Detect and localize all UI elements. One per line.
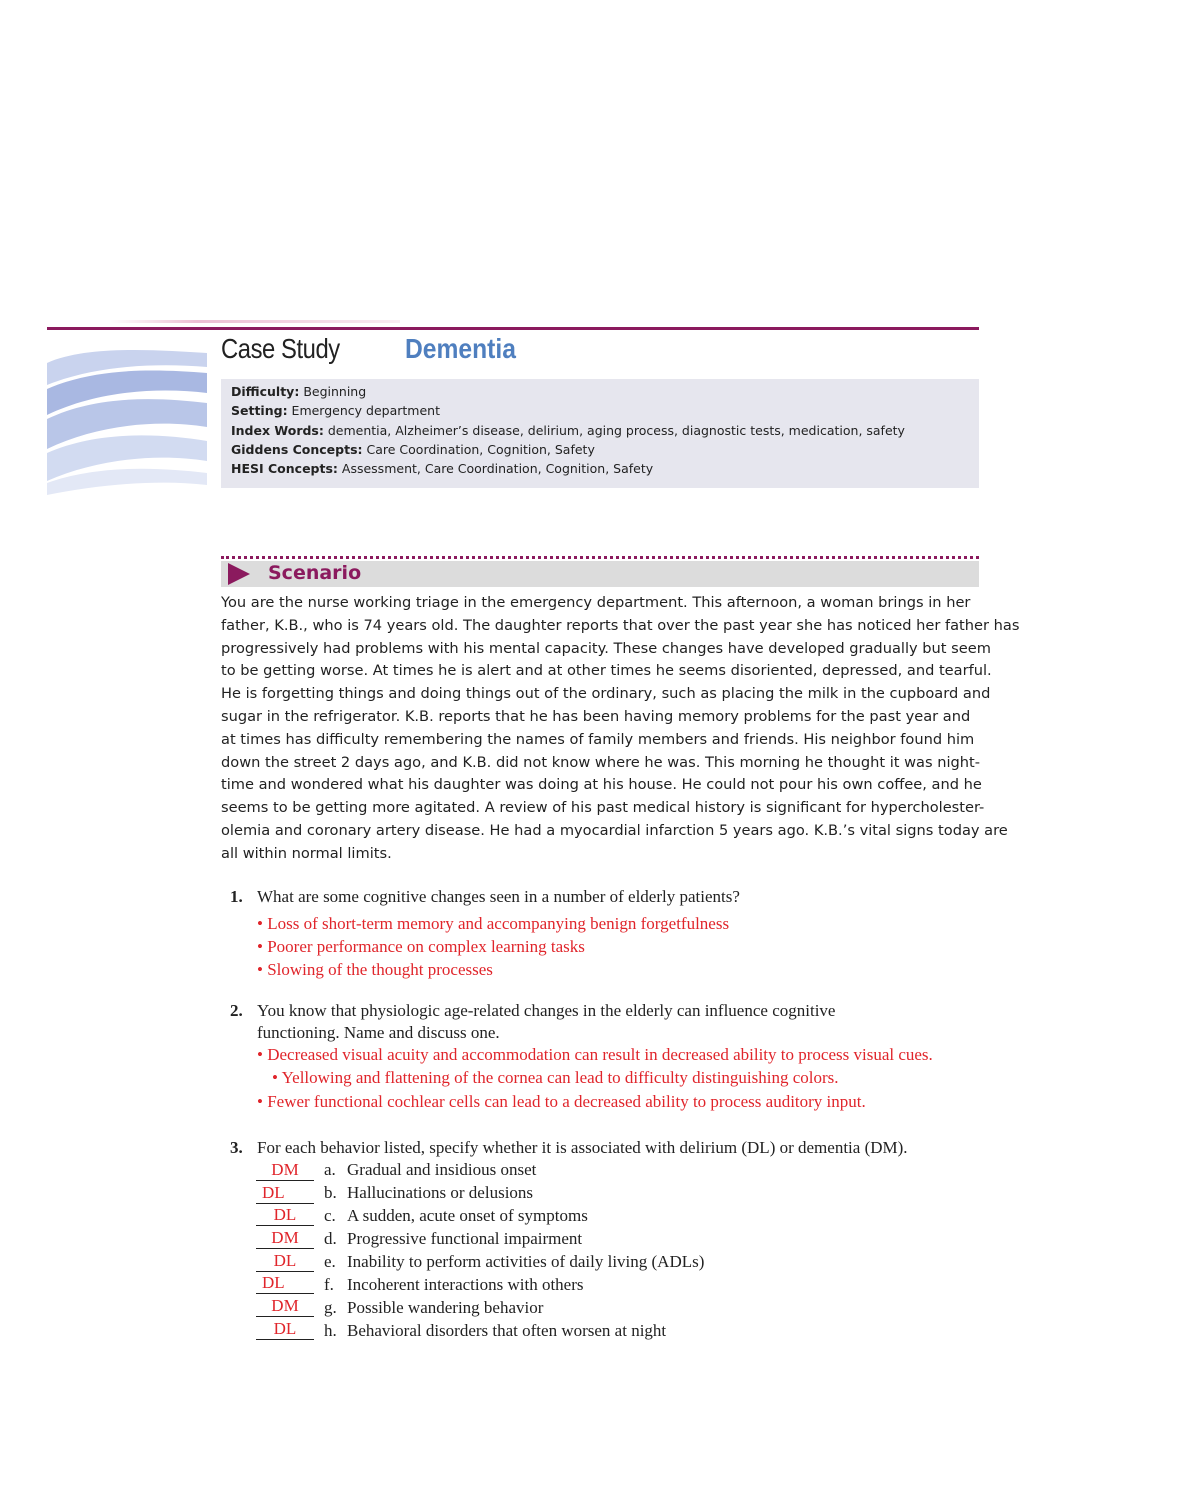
wave-graphic [47, 345, 207, 495]
q3-item-text: Inability to perform activities of daily living (ADLs) [347, 1252, 705, 1271]
meta-difficulty-value: Beginning [303, 384, 367, 399]
q2-number: 2. [230, 1001, 243, 1020]
q3-answer-blank[interactable]: DM [256, 1228, 314, 1249]
q3-item-text: Gradual and insidious onset [347, 1160, 537, 1179]
meta-index-words-value: dementia, Alzheimer’s disease, delirium, aging process, diagnostic tests, medication, safety [327, 423, 905, 438]
scenario-text [221, 592, 1020, 866]
scenario-line: down the street 2 days ago, and K.B. did not know where he was. This morning he thought it was night- [221, 753, 981, 771]
q3-item-letter: e. [324, 1252, 336, 1271]
meta-giddens-label: Giddens Concepts: [231, 442, 363, 457]
header-rule-shadow [110, 320, 400, 323]
q1-text: What are some cognitive changes seen in a number of elderly patients? [257, 887, 740, 906]
q1-number: 1. [230, 887, 243, 906]
meta-hesi-value: Assessment, Care Coordination, Cognition, Safety [341, 461, 654, 476]
q3-item-text: Hallucinations or delusions [347, 1183, 534, 1202]
header-rule [47, 327, 979, 330]
scenario-line: You are the nurse working triage in the emergency department. This afternoon, a woman brings in her [221, 594, 971, 611]
q3-item-letter: h. [324, 1321, 337, 1340]
scenario-title: Scenario [268, 562, 362, 584]
q3-answer-value: DL [262, 1183, 285, 1202]
q3-answer-value: DL [262, 1273, 285, 1292]
q3-item-text: Possible wandering behavior [347, 1298, 544, 1317]
scenario-line: sugar in the refrigerator. K.B. reports that he has been having memory problems for the past year and [221, 707, 971, 725]
scenario-line: father, K.B., who is 74 years old. The daughter reports that over the past year she has noticed her father has [221, 616, 1020, 634]
meta-hesi-label: HESI Concepts: [231, 461, 338, 476]
scenario-line: at times has difficulty remembering the names of family members and friends. His neighbor found him [221, 730, 975, 748]
q2-answer: • Yellowing and flattening of the cornea can lead to difficulty distinguishing colors. [272, 1068, 839, 1087]
meta-index-words [231, 421, 905, 440]
meta-hesi [231, 459, 653, 478]
case-study-label: Case Study [221, 333, 340, 364]
scenario-line: time and wondered what his daughter was doing at his house. He could not pour his own coffee, and he [221, 776, 982, 794]
q3-item-text: Incoherent interactions with others [347, 1275, 584, 1294]
meta-setting-value: Emergency department [291, 403, 440, 418]
q3-item-letter: f. [324, 1275, 334, 1294]
q3-answer-blank[interactable]: DL [256, 1205, 314, 1226]
q3-item-text: A sudden, acute onset of symptoms [347, 1206, 588, 1225]
q3-answer-blank[interactable] [256, 1183, 314, 1204]
q3-item-text: Behavioral disorders that often worsen at night [347, 1321, 667, 1340]
q2-answer: • Decreased visual acuity and accommodation can result in decreased ability to process visual cues. [257, 1045, 933, 1064]
q3-item-letter: a. [324, 1160, 336, 1179]
q3-item-letter: c. [324, 1206, 336, 1225]
q3-item-letter: g. [324, 1298, 337, 1317]
q3-item-letter: d. [324, 1229, 337, 1248]
scenario-line: He is forgetting things and doing things out of the ordinary, such as placing the milk in the cupboard and [221, 685, 991, 703]
q3-item-text: Progressive functional impairment [347, 1229, 583, 1248]
q3-text: For each behavior listed, specify whether it is associated with delirium (DL) or dementia (DM). [257, 1138, 908, 1157]
q3-answer-blank[interactable]: DM [256, 1160, 314, 1181]
meta-giddens [231, 440, 595, 459]
scenario-line: seems to be getting more agitated. A review of his past medical history is significant for hypercholester- [221, 799, 985, 817]
scenario-divider [221, 556, 979, 559]
page-title: Dementia [405, 333, 516, 364]
q3-answer-blank[interactable]: DL [256, 1251, 314, 1272]
meta-difficulty [231, 382, 366, 401]
q1-answer: • Poorer performance on complex learning tasks [257, 937, 585, 956]
q2-text-line2: functioning. Name and discuss one. [257, 1023, 500, 1042]
scenario-line: olemia and coronary artery disease. He had a myocardial infarction 5 years ago. K.B.’s vital signs today are [221, 821, 1008, 839]
q3-answer-blank[interactable]: DM [256, 1296, 314, 1317]
q2-text-line1: You know that physiologic age-related changes in the elderly can influence cognitive [257, 1001, 836, 1020]
meta-difficulty-label: Difficulty: [231, 384, 300, 399]
meta-setting-label: Setting: [231, 403, 288, 418]
q3-item-letter: b. [324, 1183, 337, 1202]
q3-answer-blank[interactable]: DL [256, 1319, 314, 1340]
meta-index-words-label: Index Words: [231, 423, 324, 438]
scenario-line: progressively had problems with his mental capacity. These changes have developed gradually but seem [221, 639, 991, 657]
q1-answer: • Slowing of the thought processes [257, 960, 493, 979]
q1-answer: • Loss of short-term memory and accompanying benign forgetfulness [257, 914, 730, 933]
q3-number: 3. [230, 1138, 243, 1157]
scenario-line: to be getting worse. At times he is alert and at other times he seems disoriented, depressed, and tearful. [221, 662, 992, 680]
meta-setting [231, 401, 440, 420]
meta-giddens-value: Care Coordination, Cognition, Safety [366, 442, 595, 457]
q3-answer-blank[interactable] [256, 1273, 314, 1294]
q2-answer: • Fewer functional cochlear cells can lead to a decreased ability to process auditory input. [257, 1092, 866, 1111]
scenario-line: all within normal limits. [221, 844, 392, 862]
play-arrow-icon [228, 563, 250, 585]
